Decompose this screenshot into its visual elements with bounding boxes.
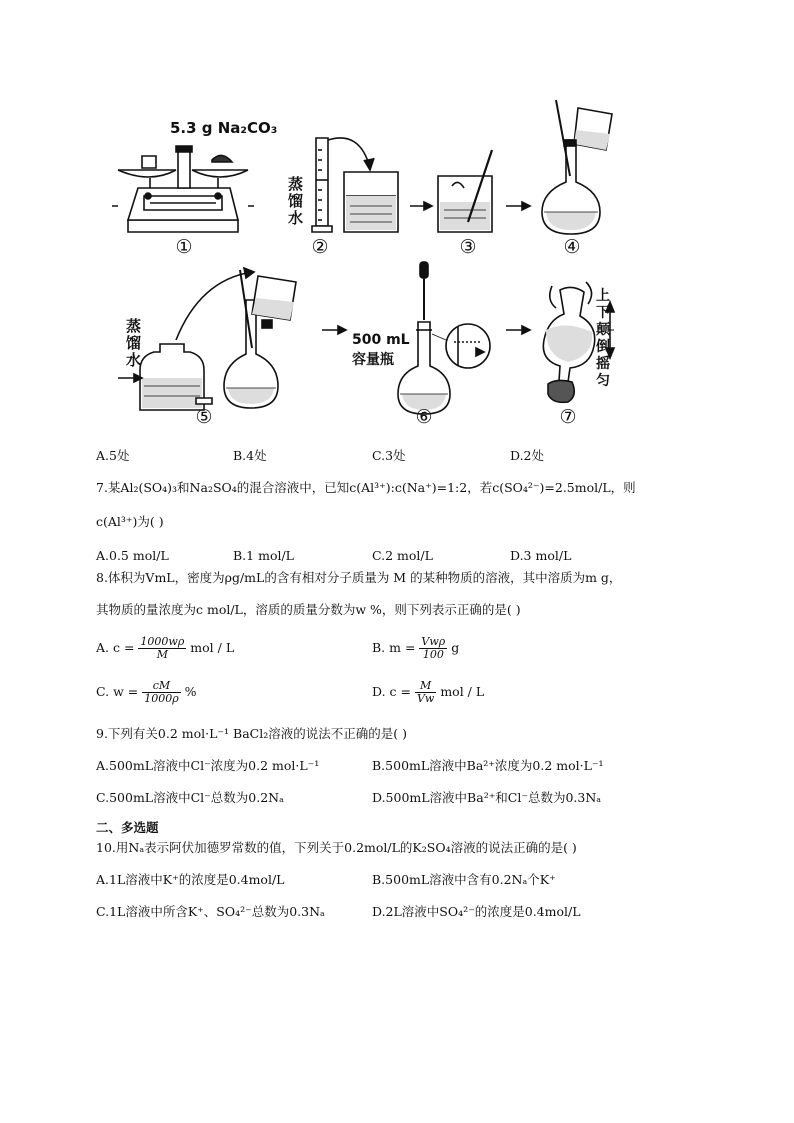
q8-stem-line1: 8.体积为VmL，密度为ρg/mL的含有相对分子质量为 M 的某种物质的溶液，其中溶质为m g， — [96, 570, 622, 585]
q8-b-num: Vwρ — [421, 635, 446, 648]
q9-option-c: C.500mL溶液中Cl⁻总数为0.2Nₐ — [96, 790, 284, 805]
q9-option-d: D.500mL溶液中Ba²⁺和Cl⁻总数为0.3Nₐ — [372, 790, 602, 805]
flask-rinse — [224, 270, 296, 408]
q9-stem: 9.下列有关0.2 mol·L⁻¹ BaCl₂溶液的说法不正确的是( ) — [96, 726, 407, 741]
q7-option-a: A.0.5 mol/L — [96, 548, 169, 563]
q7-option-c: C.2 mol/L — [372, 548, 433, 563]
q10-option-a: A.1L溶液中K⁺的浓度是0.4mol/L — [96, 872, 285, 887]
step-7-number: ⑦ — [559, 406, 577, 428]
q6-option-d: D.2处 — [510, 448, 545, 463]
step-2-number: ② — [311, 236, 329, 258]
balance-label: 5.3 g Na₂CO₃ — [170, 119, 278, 137]
q8-d-unit: mol / L — [440, 684, 485, 699]
graduated-cylinder — [312, 138, 332, 232]
q9-option-a: A.500mL溶液中Cl⁻浓度为0.2 mol·L⁻¹ — [96, 758, 320, 773]
q8-stem-line2: 其物质的量浓度为c mol/L，溶质的质量分数为w %，则下列表示正确的是( ) — [96, 602, 521, 617]
q8-c-fraction — [142, 680, 180, 705]
q8-d-num: M — [415, 680, 436, 693]
q7-stem-line2: c(Al³⁺)为( ) — [96, 514, 164, 529]
q6-option-c: C.3处 — [372, 448, 406, 463]
q8-b-prefix: B. m = — [372, 640, 416, 655]
step-4-number: ④ — [563, 236, 581, 258]
water-label-step5: 蒸馏水 — [126, 317, 142, 369]
q7-option-d: D.3 mol/L — [510, 548, 572, 563]
q10-option-b: B.500mL溶液中含有0.2Nₐ个K⁺ — [372, 872, 556, 887]
step-1-number: ① — [175, 236, 193, 258]
balance-scale — [112, 146, 254, 232]
water-label-step2: 蒸馏水 — [288, 175, 304, 227]
q8-d-den: Vw — [416, 692, 435, 705]
flask-500ml-label: 500 mL 容量瓶 — [352, 332, 410, 368]
step-5-number: ⑤ — [195, 406, 213, 428]
q8-c-den: 1000ρ — [144, 692, 179, 705]
q8-option-d — [372, 676, 484, 708]
q8-d-fraction — [415, 680, 436, 705]
section-title-multiple-choice: 二、多选题 — [96, 820, 159, 835]
q8-a-unit: mol / L — [190, 640, 235, 655]
q8-b-den: 100 — [422, 648, 444, 661]
q9-option-b: B.500mL溶液中Ba²⁺浓度为0.2 mol·L⁻¹ — [372, 758, 604, 773]
q8-c-unit: % — [184, 684, 197, 699]
q6-option-b: B.4处 — [233, 448, 267, 463]
flask-pouring — [542, 100, 612, 234]
beaker-stirring — [438, 150, 492, 232]
q8-b-fraction — [419, 636, 447, 661]
q8-d-prefix: D. c = — [372, 684, 411, 699]
shake-label: 上下颠倒摇匀 — [596, 288, 610, 389]
q8-a-num: 1000wρ — [140, 635, 185, 648]
q6-option-a: A.5处 — [96, 448, 130, 463]
q7-stem-line1: 7.某Al₂(SO₄)₃和Na₂SO₄的混合溶液中，已知c(Al³⁺):c(Na⁺)=1:2，若c(SO₄²⁻)=2.5mol/L，则 — [96, 480, 636, 495]
q8-b-unit: g — [451, 640, 460, 655]
q8-a-fraction — [138, 636, 186, 661]
q8-a-den: M — [156, 648, 168, 661]
experiment-figure — [0, 0, 794, 440]
q8-c-prefix: C. w = — [96, 684, 139, 699]
q8-a-prefix: A. c = — [96, 640, 135, 655]
step-6-number: ⑥ — [415, 406, 433, 428]
q10-option-c: C.1L溶液中所含K⁺、SO₄²⁻总数为0.3Nₐ — [96, 904, 325, 919]
q8-option-a — [96, 632, 234, 664]
q7-option-b: B.1 mol/L — [233, 548, 294, 563]
q10-stem: 10.用Nₐ表示阿伏加德罗常数的值，下列关于0.2mol/L的K₂SO₄溶液的说法正确的是( ) — [96, 840, 577, 855]
q8-c-num: cM — [142, 680, 180, 693]
q10-option-d: D.2L溶液中SO₄²⁻的浓度是0.4mol/L — [372, 904, 581, 919]
beaker-1 — [344, 172, 398, 232]
q8-option-b — [372, 632, 459, 664]
step-3-number: ③ — [459, 236, 477, 258]
q8-option-c — [96, 676, 197, 708]
